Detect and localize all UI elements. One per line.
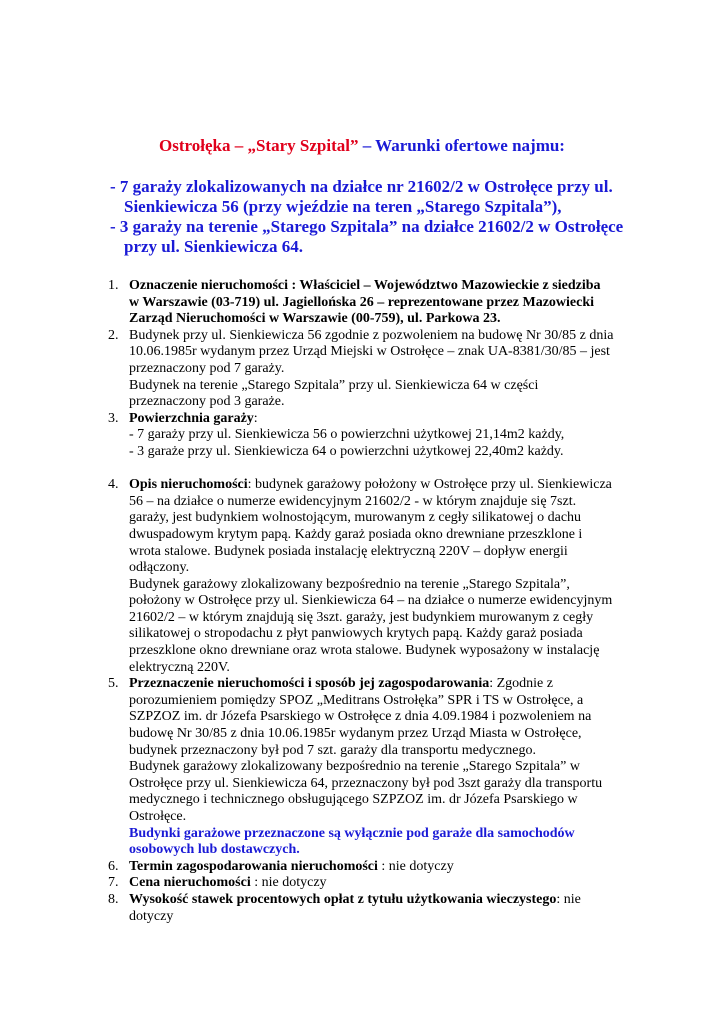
item-text-line: 56 – na działce o numerze ewidencyjnym 21602/2 - w którym znajduje się 7szt. (129, 493, 577, 509)
item-text-line: - 3 garaże przy ul. Sienkiewicza 64 o powierzchni użytkowej 22,40m2 każdy. (129, 443, 564, 459)
item-text-line: - 7 garaży przy ul. Sienkiewicza 56 o powierzchni użytkowej 21,14m2 każdy, (129, 427, 565, 443)
item-text-line: garaży, jest budynkiem wolnostojącym, murowanym z cegły silikatowej o dachu (129, 510, 582, 526)
item-number: 4. (108, 477, 119, 493)
item-text-line: Budynek na terenie „Starego Szpitala” przy ul. Sienkiewicza 64 w części (129, 377, 539, 393)
item-text-line: porozumieniem pomiędzy SPOZ „Meditrans Ostrołęka” SPR i TS w Ostrołęce, a (129, 692, 584, 708)
item-text-line: Budynek garażowy zlokalizowany bezpośrednio na terenie „Starego Szpitala” w (129, 759, 580, 775)
item-heading: Cena nieruchomości (129, 875, 251, 891)
item-text-line: Budynek garażowy zlokalizowany bezpośrednio na terenie „Starego Szpitala”, (129, 576, 570, 592)
item-heading: Przeznaczenie nieruchomości i sposób jej zagospodarowania (129, 676, 490, 692)
item-number: 8. (108, 891, 119, 907)
item-text-line: medycznego i technicznego obsługującego SZPZOZ im. dr Józefa Psarskiego w (129, 792, 578, 808)
item-text-first: : budynek garażowy położony w Ostrołęce przy ul. Sienkiewicza (247, 477, 612, 493)
item-text-line: dwuspadowym krytym papą. Każdy garaż posiada okno drewniane przeszklone i (129, 526, 583, 542)
intro-line: Sienkiewicza 56 (przy wjeździe na teren „Starego Szpitala”), (124, 197, 562, 216)
document-title (0, 136, 724, 156)
item-number: 3. (108, 410, 119, 426)
item-number: 2. (108, 327, 119, 343)
list-item-3 (108, 411, 668, 461)
list-item-5 (108, 676, 668, 859)
item-text-line: elektryczną 220V. (129, 659, 230, 675)
intro-line: - 7 garaży zlokalizowanych na działce nr 21602/2 w Ostrołęce przy ul. (110, 177, 613, 196)
title-location: Ostrołęka – „Stary Szpital” (159, 136, 359, 155)
item-heading: Termin zagospodarowania nieruchomości (129, 858, 378, 874)
item-text-line: położony w Ostrołęce przy ul. Sienkiewicza 64 – na działce o numerze ewidencyjnym (129, 593, 613, 609)
intro-line: przy ul. Sienkiewicza 64. (124, 237, 303, 256)
item-text-line: wrota stalowe. Budynek posiada instalację elektryczną 220V – dopływ energii (129, 543, 568, 559)
item-heading: Wysokość stawek procentowych opłat z tytułu użytkowania wieczystego (129, 891, 557, 907)
item-text-line: Ostrołęce. (129, 809, 187, 824)
item-text-line: przeszklone okno drewniane oraz wrota stalowe. Budynek wyposażony w instalację (129, 643, 600, 659)
title-subject: – Warunki ofertowe najmu: (358, 136, 565, 155)
list-item-4 (108, 477, 668, 676)
item-number: 5. (108, 676, 119, 692)
item-text-line: SZPZOZ im. dr Józefa Psarskiego w Ostrołęce z dnia 4.09.1984 i pozwoleniem na (129, 709, 592, 725)
intro-block (110, 177, 670, 257)
list-item-1 (108, 278, 668, 328)
numbered-list (108, 278, 668, 925)
item-text-line: przeznaczony pod 3 garaże. (129, 394, 285, 410)
item-text-line: budowę Nr 30/85 z dnia 10.06.1985r wydanym przez Urząd Miasta w Ostrołęce, (129, 726, 582, 742)
item-text-line: Oznaczenie nieruchomości : Właściciel – Województwo Mazowieckie z siedziba (129, 278, 601, 293)
item-value: : nie dotyczy (377, 858, 454, 874)
item-value-continued: dotyczy (129, 908, 174, 924)
item-text-line: Budynek przy ul. Sienkiewicza 56 zgodnie z pozwoleniem na budowę Nr 30/85 z dnia (129, 327, 614, 343)
list-item-7 (108, 875, 668, 892)
item-text-line: Zarząd Nieruchomości w Warszawie (00-759), ul. Parkowa 23. (129, 311, 501, 327)
list-item-2 (108, 328, 668, 411)
item-text-line: Ostrołęce przy ul. Sienkiewicza 64, przeznaczony był pod 3szt garaży dla transportu (129, 775, 603, 791)
item-text-line: 10.06.1985r wydanym przez Urząd Miejski w Ostrołęce – znak UA-8381/30/85 – jest (129, 344, 610, 360)
item-text-line: 21602/2 – w którym znajdują się 3szt. garaży, jest budynkiem murowanym z cegły (129, 609, 594, 625)
list-item-6 (108, 859, 668, 876)
item-heading-suffix: : (253, 410, 258, 426)
item-note-line: Budynki garażowe przeznaczone są wyłącznie pod garaże dla samochodów (129, 825, 575, 841)
item-heading: Opis nieruchomości (129, 477, 248, 493)
item-number: 1. (108, 278, 119, 293)
item-text-first: : Zgodnie z (489, 676, 553, 692)
item-text-line: silikatowej o stropodachu z płyt panwiowych krytych papą. Każdy garaż posiada (129, 626, 583, 642)
item-text-line: przeznaczony pod 7 garaży. (129, 360, 285, 376)
item-text-line: odłączony. (129, 560, 190, 576)
item-note-line: osobowych lub dostawczych. (129, 842, 300, 858)
item-number: 6. (108, 858, 119, 874)
item-value: : nie (556, 891, 581, 907)
item-value: : nie dotyczy (250, 875, 327, 891)
item-number: 7. (108, 875, 119, 891)
list-item-8 (108, 892, 668, 925)
intro-line: - 3 garaży na terenie „Starego Szpitala” na działce 21602/2 w Ostrołęce (110, 217, 624, 236)
item-text-line: budynek przeznaczony był pod 7 szt. garaży dla transportu medycznego. (129, 742, 537, 758)
item-text-line: w Warszawie (03-719) ul. Jagiellońska 26 – reprezentowane przez Mazowiecki (129, 294, 595, 310)
item-heading: Powierzchnia garaży (129, 410, 254, 426)
